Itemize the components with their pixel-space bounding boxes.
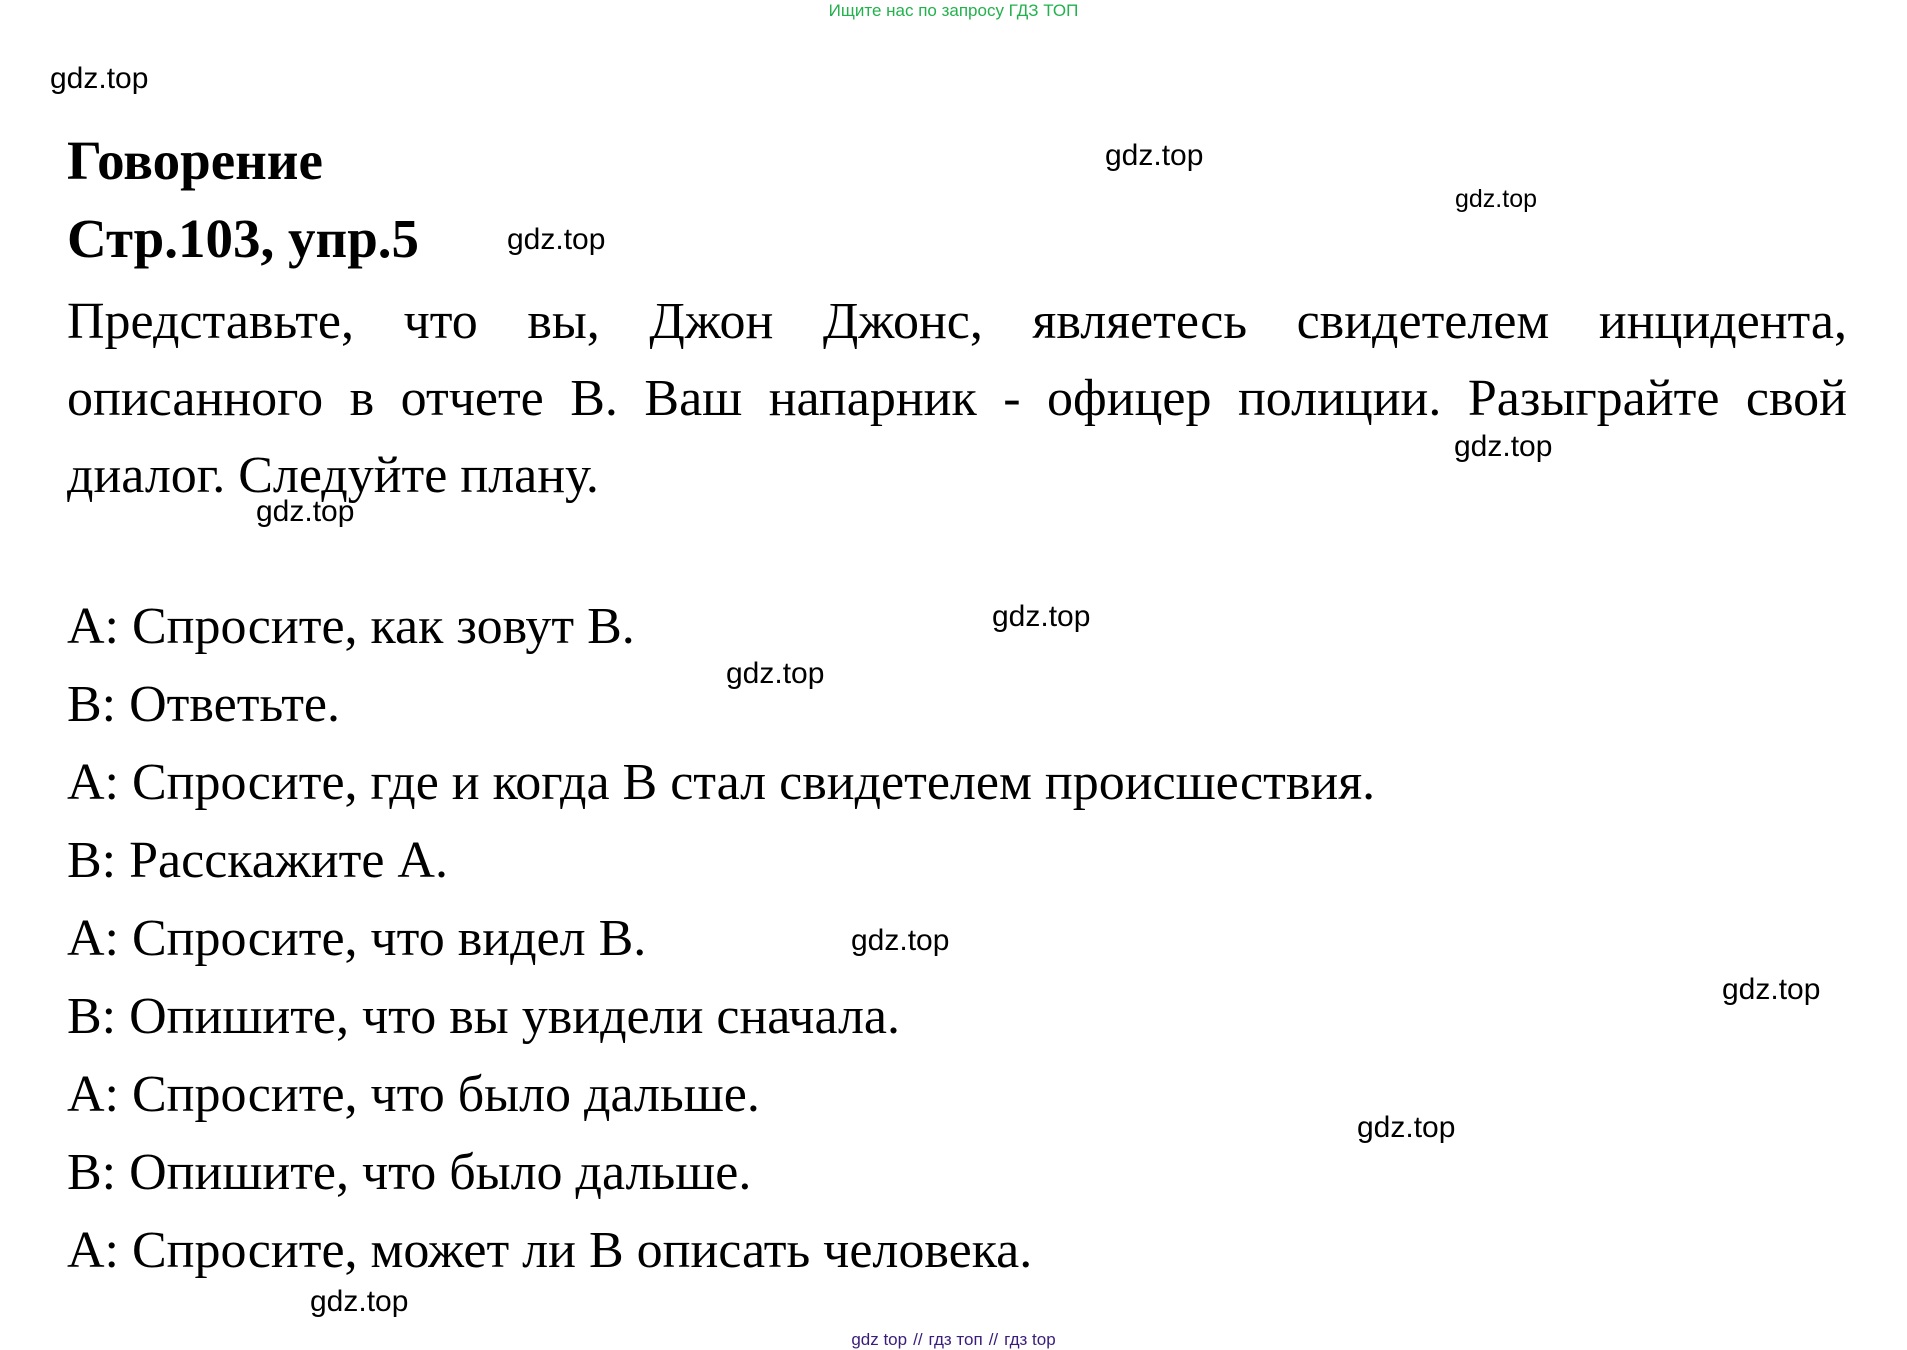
footer-link[interactable]: гдз топ [928, 1330, 983, 1349]
dialogue-line: А: Спросите, как зовут В. [67, 598, 635, 655]
dialogue-line: В: Опишите, что вы увидели сначала. [67, 988, 901, 1045]
watermark: gdz.top [726, 657, 825, 690]
task-text: Представьте, что вы, Джон Джонс, являетесь свидетелем инцидента, описанного в отчете В. Ваш напарник - офицер полиции. Разыграйте свой диалог. Следуйте плану. [67, 293, 1847, 504]
watermark: gdz.top [1357, 1111, 1456, 1144]
section-heading: Говорение [67, 130, 323, 191]
dialogue-line: А: Спросите, может ли В описать человека. [67, 1222, 1033, 1279]
footer-separator: // [913, 1330, 923, 1349]
watermark: gdz.top [310, 1285, 409, 1318]
watermark: gdz.top [1105, 139, 1204, 172]
footer-link[interactable]: gdz top [851, 1330, 908, 1349]
dialogue-line: А: Спросите, где и когда В стал свидетелем происшествия. [67, 754, 1376, 811]
dialogue-line: А: Спросите, что было дальше. [67, 1066, 760, 1123]
dialogue-plan [67, 588, 1375, 1290]
dialogue-line: В: Расскажите А. [67, 832, 448, 889]
watermark: gdz.top [1454, 430, 1553, 463]
watermark: gdz.top [256, 495, 355, 528]
watermark: gdz.top [50, 62, 149, 95]
dialogue-line: В: Опишите, что было дальше. [67, 1144, 752, 1201]
watermark: gdz.top [1455, 185, 1538, 213]
exercise-number: Стр.103, упр.5 [67, 208, 420, 269]
footer-links [0, 1330, 1907, 1350]
dialogue-line: В: Ответьте. [67, 676, 340, 733]
top-banner[interactable]: Ищите нас по запросу ГДЗ ТОП [828, 1, 1079, 20]
footer-link[interactable]: гдз top [1004, 1330, 1056, 1349]
watermark: gdz.top [851, 924, 950, 957]
watermark: gdz.top [1722, 973, 1821, 1006]
footer-separator: // [988, 1330, 999, 1349]
watermark: gdz.top [992, 600, 1091, 633]
dialogue-line: А: Спросите, что видел В. [67, 910, 647, 967]
watermark: gdz.top [507, 223, 606, 256]
